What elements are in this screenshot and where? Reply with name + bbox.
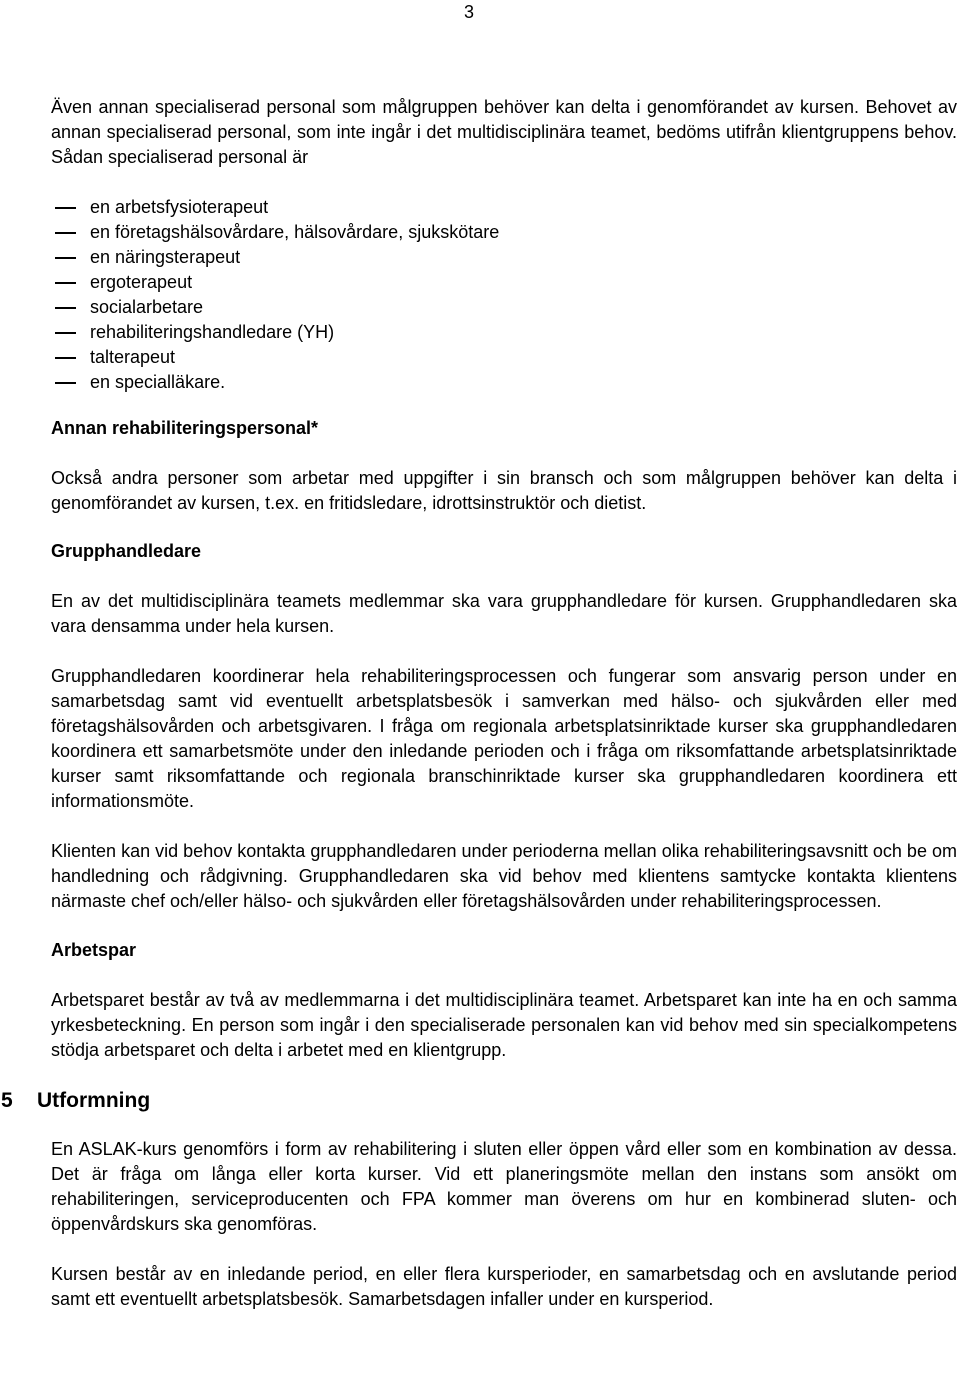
page-number: 3 — [464, 2, 475, 22]
list-item: socialarbetare — [51, 295, 957, 320]
paragraph-specialized-staff: Även annan specialiserad personal som målgruppen behöver kan delta i genomförandet av kursen. Behovet av annan specialiserad personal, som inte ingår i det multidisciplinära teamet, bedöms utifrån klientgruppens behov. Sådan specialiserad personal är — [51, 97, 957, 167]
list-item: en företagshälsovårdare, hälsovårdare, sjukskötare — [51, 220, 957, 245]
list-item: en arbetsfysioterapeut — [51, 195, 957, 220]
section-heading — [1, 1088, 907, 1113]
paragraph-format-2: Kursen består av en inledande period, en eller flera kursperioder, en samarbetsdag och en avslutande period samt ett eventuellt arbetsplatsbesök. Samarbetsdagen infaller under en kursperiod. — [51, 1264, 957, 1309]
heading-group-leader: Grupphandledare — [51, 541, 202, 561]
specialist-list — [51, 195, 957, 395]
section-title: Utformning — [37, 1089, 151, 1112]
heading-other-rehab-staff: Annan rehabiliteringspersonal* — [51, 418, 319, 438]
list-item: en näringsterapeut — [51, 245, 957, 270]
paragraph-group-leader-1: En av det multidisciplinära teamets medlemmar ska vara grupphandledare för kursen. Grupphandledaren ska vara densamma under hela kursen. — [51, 591, 957, 636]
section-number: 5 — [1, 1089, 13, 1112]
paragraph-work-pair: Arbetsparet består av två av medlemmarna i det multidisciplinära teamet. Arbetsparet kan inte ha en och samma yrkesbeteckning. En person som ingår i den specialiserade personalen kan vid behov med sin specialkompetens stödja arbetsparet och delta i arbetet med en klientgrupp. — [51, 990, 957, 1060]
list-item: en specialläkare. — [51, 370, 957, 395]
paragraph-group-leader-2: Grupphandledaren koordinerar hela rehabiliteringsprocessen och fungerar som ansvarig person under en samarbetsdag samt vid eventuellt arbetsplatsbesök i samverkan med hälso- och sjukvården eller med företagshälsovården och arbetsgivaren. I fråga om regionala arbetsplatsinriktade kurser ska grupphandledaren koordinera ett samarbetsmöte under den inledande perioden och i fråga om riksomfattande arbetsplatsinriktade kurser samt riksomfattande och regionala branschinriktade kurser ska grupphandledaren koordinera ett informationsmöte. — [51, 666, 957, 811]
paragraph-format-1: En ASLAK-kurs genomförs i form av rehabilitering i sluten eller öppen vård eller som en kombination av dessa. Det är fråga om långa eller korta kurser. Vid ett planeringsmöte mellan den instans som ansökt om rehabiliteringen, serviceproducenten och FPA kommer man överens om hur en kombinerad sluten- och öppenvårdskurs ska genomföras. — [51, 1139, 957, 1234]
list-item: talterapeut — [51, 345, 957, 370]
document-body — [1, 95, 957, 1312]
paragraph-other-staff: Också andra personer som arbetar med uppgifter i sin bransch och som målgruppen behöver kan delta i genomförandet av kursen, t.ex. en fritidsledare, idrottsinstruktör och dietist. — [51, 468, 957, 513]
list-item: rehabiliteringshandledare (YH) — [51, 320, 957, 345]
list-item: ergoterapeut — [51, 270, 957, 295]
paragraph-group-leader-3: Klienten kan vid behov kontakta grupphandledaren under perioderna mellan olika rehabiliteringsavsnitt och be om handledning och rådgivning. Grupphandledaren ska vid behov med klientens samtycke kontakta klientens närmaste chef och/eller hälso- och sjukvården eller företagshälsovården under rehabiliteringsprocessen. — [51, 841, 957, 911]
heading-work-pair: Arbetspar — [51, 940, 137, 960]
